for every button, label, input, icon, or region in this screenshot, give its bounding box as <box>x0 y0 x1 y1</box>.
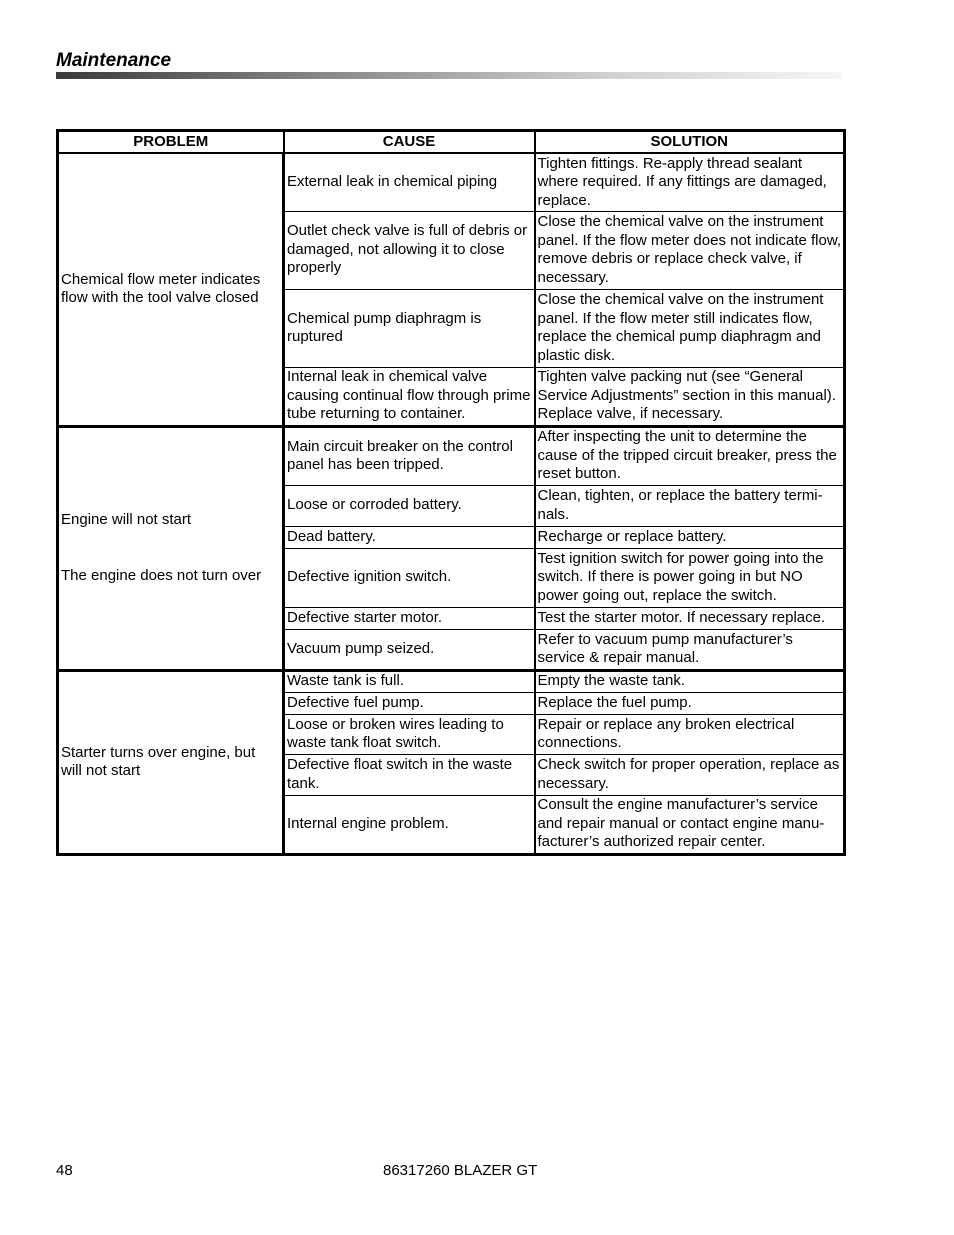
solution-cell: Replace the fuel pump. <box>535 692 845 714</box>
table-row <box>58 153 845 211</box>
cause-cell: Loose or corroded battery. <box>284 485 535 526</box>
problem-text: Chemical flow meter indicates flow with the tool valve closed <box>61 270 261 307</box>
solution-cell: After inspecting the unit to determine the cause of the tripped circuit breaker, press the reset button. <box>535 426 845 485</box>
section-title: Maintenance <box>56 50 172 71</box>
problem-text: The engine does not turn over <box>61 566 262 584</box>
cause-cell: Defective ignition switch. <box>284 548 535 607</box>
solution-cell: Test ignition switch for power going into the switch. If there is power going in but NO power going out, replace the switch. <box>535 548 845 607</box>
cause-cell: Vacuum pump seized. <box>284 629 535 670</box>
problem-cell <box>58 426 284 670</box>
solution-cell: Tighten fittings. Re-apply thread sealant where required. If any fittings are damaged, replace. <box>535 153 845 211</box>
page-number: 48 <box>56 1162 73 1179</box>
column-header-cause: CAUSE <box>284 131 535 154</box>
table-header-row <box>58 131 845 154</box>
cause-cell: Internal leak in chemical valve causing continual flow through prime tube returning to container. <box>284 367 535 426</box>
solution-cell: Empty the waste tank. <box>535 670 845 692</box>
cause-cell: Dead battery. <box>284 526 535 548</box>
cause-cell: Outlet check valve is full of debris or damaged, not allowing it to close properly <box>284 211 535 289</box>
solution-cell: Test the starter motor. If necessary replace. <box>535 607 845 629</box>
table-row <box>58 670 845 692</box>
cause-cell: Internal engine problem. <box>284 795 535 854</box>
solution-cell: Check switch for proper operation, replace as necessary. <box>535 754 845 795</box>
solution-cell: Recharge or replace battery. <box>535 526 845 548</box>
solution-cell: Consult the engine manufacturer’s service and repair manual or contact engine manu-facturer’s authorized repair center. <box>535 795 845 854</box>
cause-cell: Main circuit breaker on the control panel has been tripped. <box>284 426 535 485</box>
solution-cell: Tighten valve packing nut (see “General Service Adjustments” section in this manual). Replace valve, if necessary. <box>535 367 845 426</box>
solution-cell: Repair or replace any broken electrical connections. <box>535 714 845 754</box>
column-header-problem: PROBLEM <box>58 131 284 154</box>
problem-text: Starter turns over engine, but will not start <box>61 743 256 779</box>
cause-cell: Chemical pump diaphragm is ruptured <box>284 289 535 367</box>
column-header-solution: SOLUTION <box>535 131 845 154</box>
solution-cell: Close the chemical valve on the instrument panel. If the flow meter still indicates flow, replace the chemical pump diaphragm and plastic disk. <box>535 289 845 367</box>
solution-cell: Clean, tighten, or replace the battery termi-nals. <box>535 485 845 526</box>
solution-cell: Refer to vacuum pump manufacturer’s service & repair manual. <box>535 629 845 670</box>
problem-cell <box>58 670 284 854</box>
cause-cell: External leak in chemical piping <box>284 153 535 211</box>
document-id: 86317260 BLAZER GT <box>383 1162 538 1179</box>
title-rule <box>56 72 842 79</box>
problem-text: Engine will not start <box>61 511 192 528</box>
cause-cell: Defective float switch in the waste tank. <box>284 754 535 795</box>
cause-cell: Waste tank is full. <box>284 670 535 692</box>
solution-cell: Close the chemical valve on the instrument panel. If the flow meter does not indicate flow, remove debris or replace check valve, if necessary. <box>535 211 845 289</box>
cause-cell: Loose or broken wires leading to waste tank float switch. <box>284 714 535 754</box>
cause-cell: Defective fuel pump. <box>284 692 535 714</box>
table-row <box>58 426 845 485</box>
troubleshooting-table <box>56 129 846 856</box>
cause-cell: Defective starter motor. <box>284 607 535 629</box>
problem-spacer <box>61 530 280 567</box>
problem-cell <box>58 153 284 426</box>
